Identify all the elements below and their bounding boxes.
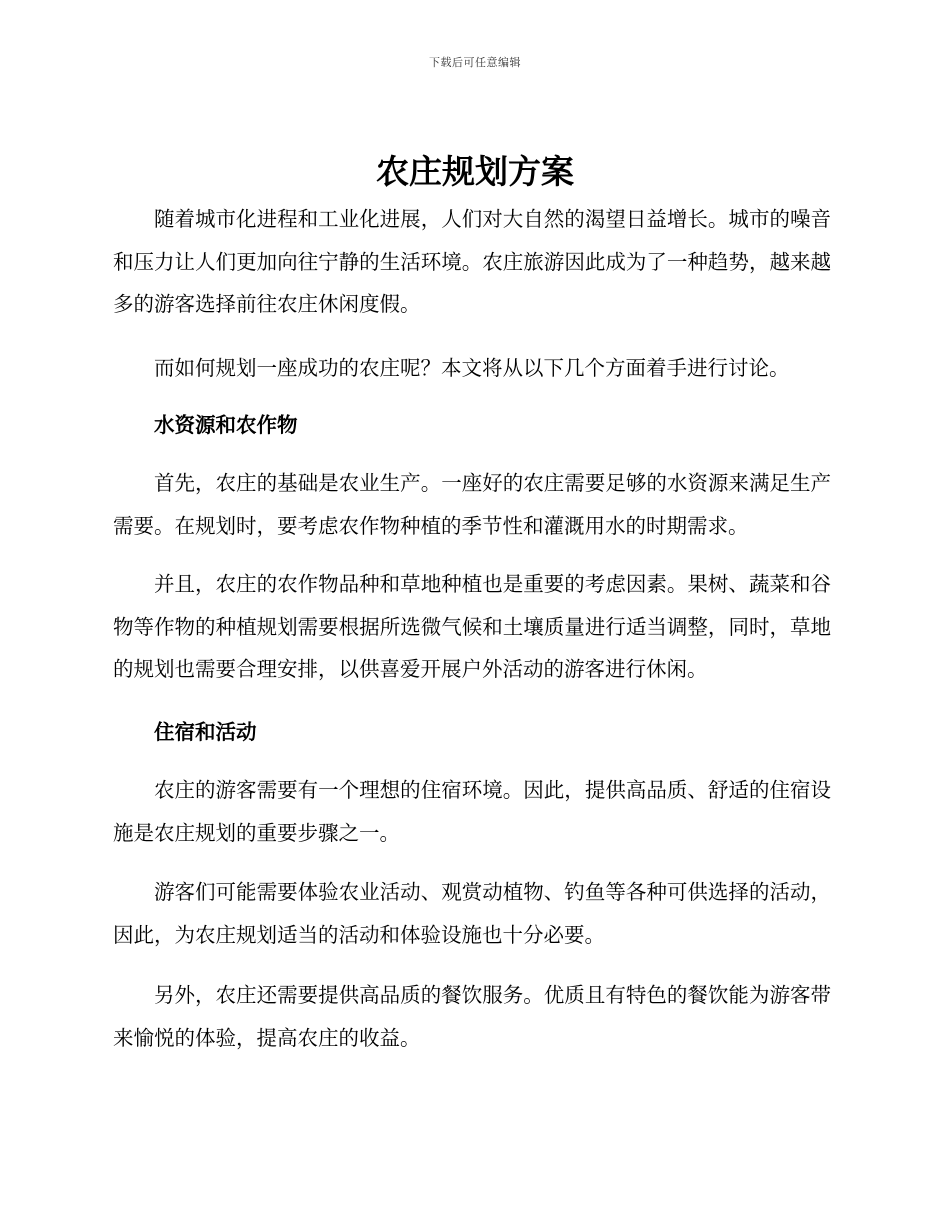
paragraph: 农庄的游客需要有一个理想的住宿环境。因此，提供高品质、舒适的住宿设施是农庄规划的重要步骤之一。 — [113, 778, 831, 845]
paragraph: 首先，农庄的基础是农业生产。一座好的农庄需要足够的水资源来满足生产需要。在规划时，要考虑农作物种植的季节性和灌溉用水的时期需求。 — [113, 471, 831, 538]
paragraph: 另外，农庄还需要提供高品质的餐饮服务。优质且有特色的餐饮能为游客带来愉悦的体验，提高农庄的收益。 — [113, 983, 831, 1050]
paragraph-water — [113, 462, 831, 547]
paragraph: 随着城市化进程和工业化进展，人们对大自然的渴望日益增长。城市的噪音和压力让人们更加向往宁静的生活环境。农庄旅游因此成为了一种趋势，越来越多的游客选择前往农庄休闲度假。 — [113, 207, 831, 316]
document-title: 农庄规划方案 — [376, 152, 574, 191]
section-heading: 住宿和活动 — [154, 720, 257, 744]
page-header-note: 下载后可任意编辑 — [429, 56, 521, 69]
paragraph: 而如何规划一座成功的农庄呢？本文将从以下几个方面着手进行讨论。 — [154, 356, 790, 380]
paragraph-question — [113, 347, 831, 390]
paragraph-activities — [113, 871, 831, 956]
paragraph: 并且，农庄的农作物品种和草地种植也是重要的考虑因素。果树、蔬菜和谷物等作物的种植规划需要根据所选微气候和土壤质量进行适当调整，同时，草地的规划也需要合理安排，以供喜爱开展户外活动的游客进行休闲。 — [113, 572, 831, 681]
paragraph-crops — [113, 563, 831, 691]
section-heading: 水资源和农作物 — [154, 413, 298, 437]
section-heading-water — [113, 404, 831, 447]
paragraph-lodging — [113, 769, 831, 854]
paragraph: 游客们可能需要体验农业活动、观赏动植物、钓鱼等各种可供选择的活动，因此，为农庄规划适当的活动和体验设施也十分必要。 — [113, 880, 831, 947]
paragraph-dining — [113, 974, 831, 1059]
paragraph-intro — [113, 198, 831, 326]
section-heading-lodging — [113, 711, 831, 754]
